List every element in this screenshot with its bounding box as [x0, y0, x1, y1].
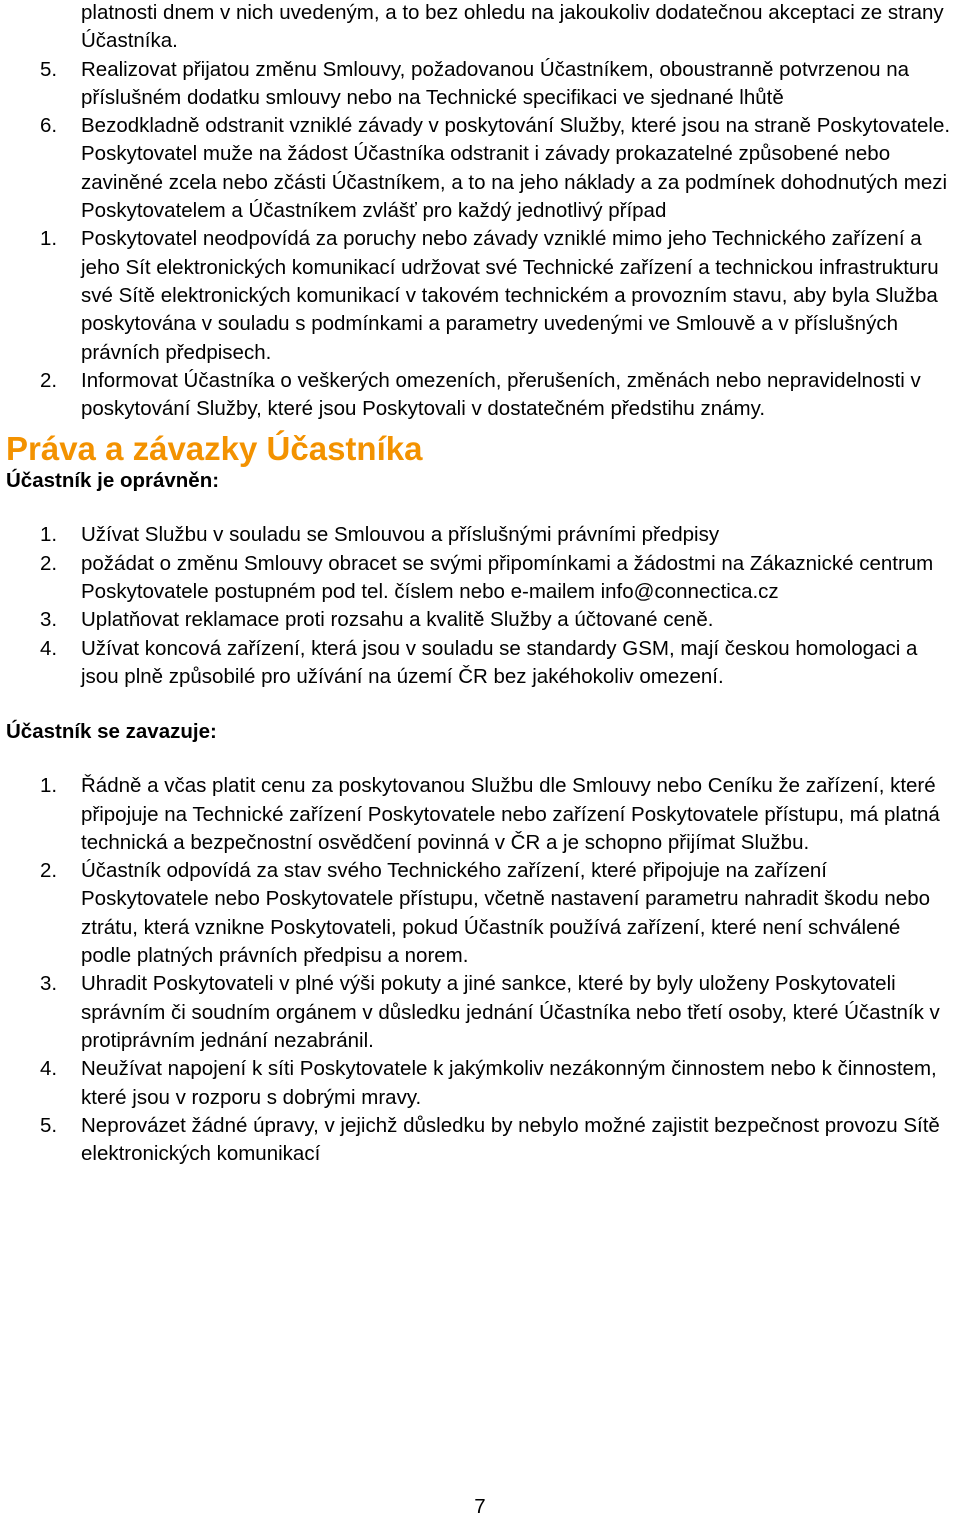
list-number: 4.	[40, 1057, 58, 1081]
list-item	[0, 635, 960, 692]
list-number: 1.	[40, 774, 58, 798]
list-number: 5.	[40, 57, 58, 81]
section-title: Práva a závazky Účastníka	[6, 430, 423, 468]
list-text: Neužívat napojení k síti Poskytovatele k jakýmkoliv nezákonným činnostem nebo k činnostem, které jsou v rozporu s dobrými mravy.	[81, 1057, 937, 1109]
list-item	[0, 225, 960, 366]
list-text: Užívat Službu v souladu se Smlouvou a příslušnými právními předpisy	[81, 523, 720, 547]
list-item	[0, 550, 960, 607]
list-text: požádat o změnu Smlouvy obracet se svými připomínkami a žádostmi na Zákaznické centrum Poskytovatele postupném pod tel. číslem nebo e-mailem info@connectica.cz	[81, 551, 934, 604]
list-number: 1.	[40, 523, 58, 547]
list-item	[0, 772, 960, 857]
list-number: 3.	[40, 608, 58, 632]
list-text: Neprovázet žádné úpravy, v jejichž důsledku by nebylo možné zajistit bezpečnost provozu Sítě elektronických komunikací	[81, 1113, 940, 1166]
list-text: Poskytovatel neodpovídá za poruchy nebo závady vzniklé mimo jeho Technického zařízení a jeho Sít elektronických komunikací udržovat své Technické zařízení a technickou infrastrukturu své Sítě elektronických komunikací v takovém technickém a provozním stavu, aby byla Služba poskytována v souladu s podmínkami a parametry uvedenými ve Smlouvě a v příslušných právních předpisech.	[81, 227, 939, 364]
list-item	[0, 1112, 960, 1169]
list-number: 3.	[40, 972, 58, 996]
list-text: Řádně a včas platit cenu za poskytovanou Službu dle Smlouvy nebo Ceníku že zařízení, které připojuje na Technické zařízení Poskytovatele nebo zařízení Poskytovatele přístupu, má platná technická a bezpečnostní osvědčení povinná v ČR a je schopno přijímat Službu.	[81, 774, 940, 854]
list-text: Realizovat přijatou změnu Smlouvy, požadovanou Účastníkem, oboustranně potvrzenou na příslušném dodatku smlouvy nebo na Technické specifikaci ve sjednané lhůtě	[81, 57, 910, 109]
list-item	[0, 857, 960, 970]
list-item	[0, 0, 960, 56]
list-text: Informovat Účastníka o veškerých omezeních, přerušeních, změnách nebo nepravidelnosti v poskytování Služby, které jsou Poskytovali v dostatečném předstihu známy.	[81, 368, 921, 421]
list-number: 2.	[40, 551, 58, 575]
list-number: 2.	[40, 859, 58, 883]
list-number: 5.	[40, 1113, 58, 1137]
list-text: Užívat koncová zařízení, která jsou v souladu se standardy GSM, mají českou homologaci a jsou plně způsobilé pro užívání na území ČR bez jakéhokoliv omezení.	[81, 636, 918, 688]
list-text: Uhradit Poskytovateli v plné výši pokuty a jiné sankce, které by byly uloženy Poskytovateli správním či soudním orgánem v důsledku jednání Účastníka nebo třetí osoby, které Účastník v protiprávním jednání nezabránil.	[81, 972, 940, 1052]
list-item	[0, 1055, 960, 1112]
list-item	[0, 606, 960, 634]
list-item	[0, 970, 960, 1055]
list-text: Bezodkladně odstranit vzniklé závady v poskytování Služby, které jsou na straně Poskytovatele. Poskytovatel muže na žádost Účastníka odstranit i závady prokazatelné způsobené nebo zaviněné zcela nebo zčásti Účastníkem, a to na jeho náklady a za podmínek dohodnutých mezi Poskytovatelem a Účastníkem zvlášť pro každý jednotlivý případ	[81, 114, 951, 223]
list-item	[0, 521, 960, 549]
list-item	[0, 56, 960, 113]
list-number: 1.	[40, 227, 58, 251]
rights-heading: Účastník je oprávněn:	[6, 469, 220, 493]
list-text: Uplatňovat reklamace proti rozsahu a kvalitě Služby a účtované ceně.	[81, 608, 714, 632]
page-number: 7	[474, 1495, 486, 1518]
list-number: 6.	[40, 114, 58, 138]
list-text: platnosti dnem v nich uvedeným, a to bez ohledu na jakoukoliv dodatečnou akceptaci ze strany Účastníka.	[81, 1, 944, 53]
obligations-heading: Účastník se zavazuje:	[6, 720, 217, 744]
list-text: Účastník odpovídá za stav svého Technického zařízení, které připojuje na zařízení Poskytovatele nebo Poskytovatele přístupu, včetně nastavení parametru nahradit škodu nebo ztrátu, která vznikne Poskytovateli, pokud Účastník používá zařízení, které není schválené podle platných právních předpisu a norem.	[81, 859, 930, 968]
list-number: 2.	[40, 368, 58, 392]
list-item	[0, 367, 960, 424]
list-item	[0, 112, 960, 225]
list-number: 4.	[40, 636, 58, 660]
